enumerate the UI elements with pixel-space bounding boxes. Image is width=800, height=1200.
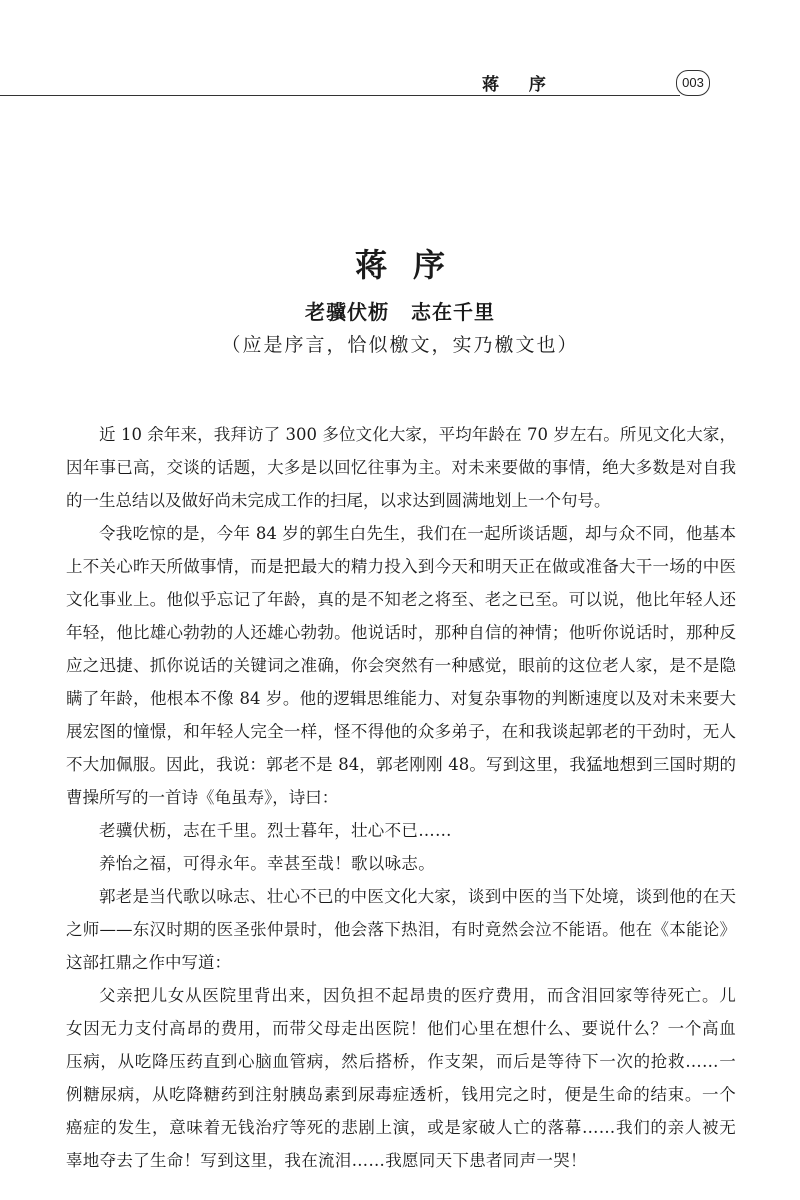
page-number: 003 — [676, 70, 710, 96]
block-quote: 父亲把儿女从医院里背出来，因负担不起昂贵的医疗费用，而含泪回家等待死亡。儿女因无力支付高昂的费用，而带父母走出医院！他们心里在想什么、要说什么？一个高血压病，从吃降压药直到心脑血管病，然后搭桥，作支架，而后是等待下一次的抢救……一例糖尿病，从吃降糖药到注射胰岛素到尿毒症透析，钱用完之时，便是生命的结束。一个癌症的发生，意味着无钱治疗等死的悲剧上演，或是家破人亡的落幕……我们的亲人被无辜地夺去了生命！写到这里，我在流泪……我愿同天下患者同声一哭！ — [66, 986, 736, 1170]
subtitle-part-2: 志在千里 — [411, 300, 495, 324]
running-header — [0, 0, 800, 100]
poem-line: 养怡之福，可得永年。幸甚至哉！歌以咏志。 — [99, 854, 435, 873]
poem-line: 老骥伏枥，志在千里。烈士暮年，壮心不已…… — [99, 821, 452, 840]
preface-note: （应是序言，恰似檄文，实乃檄文也） — [221, 334, 579, 356]
preface-subtitle — [0, 296, 800, 325]
paragraph: 近 10 余年来，我拜访了 300 多位文化大家，平均年龄在 70 岁左右。所见文化大家，因年事已高，交谈的话题，大多是以回忆往事为主。对未来要做的事情，绝大多数是对自我的一生总结以及做好尚未完成工作的扫尾，以求达到圆满地划上一个句号。 — [66, 425, 736, 510]
header-rule — [0, 95, 680, 96]
preface-body — [66, 418, 736, 1177]
paragraph: 郭老是当代歌以咏志、壮心不已的中医文化大家，谈到中医的当下处境，谈到他的在天之师——东汉时期的医圣张仲景时，他会落下热泪，有时竟然会泣不能语。他在《本能论》这部扛鼎之作中写道： — [66, 887, 736, 972]
paragraph: 令我吃惊的是，今年 84 岁的郭生白先生，我们在一起所谈话题，却与众不同，他基本上不关心昨天所做事情，而是把最大的精力投入到今天和明天正在做或准备大干一场的中医文化事业上。他似乎忘记了年龄，真的是不知老之将至、老之已至。可以说，他比年轻人还年轻，他比雄心勃勃的人还雄心勃勃。他说话时，那种自信的神情；他听你说话时，那种反应之迅捷、抓你说话的关键词之准确，你会突然有一种感觉，眼前的这位老人家，是不是隐瞒了年龄，他根本不像 84 岁。他的逻辑思维能力、对复杂事物的判断速度以及对未来要大展宏图的憧憬，和年轻人完全一样，怪不得他的众多弟子，在和我谈起郭老的干劲时，无人不大加佩服。因此，我说：郭老不是 84，郭老刚刚 48。写到这里，我猛地想到三国时期的曹操所写的一首诗《龟虽寿》，诗曰： — [66, 524, 736, 807]
subtitle-part-1: 老骥伏枥 — [305, 300, 389, 324]
running-header-title: 蒋 序 — [482, 75, 558, 95]
preface-title: 蒋序 — [354, 246, 471, 284]
